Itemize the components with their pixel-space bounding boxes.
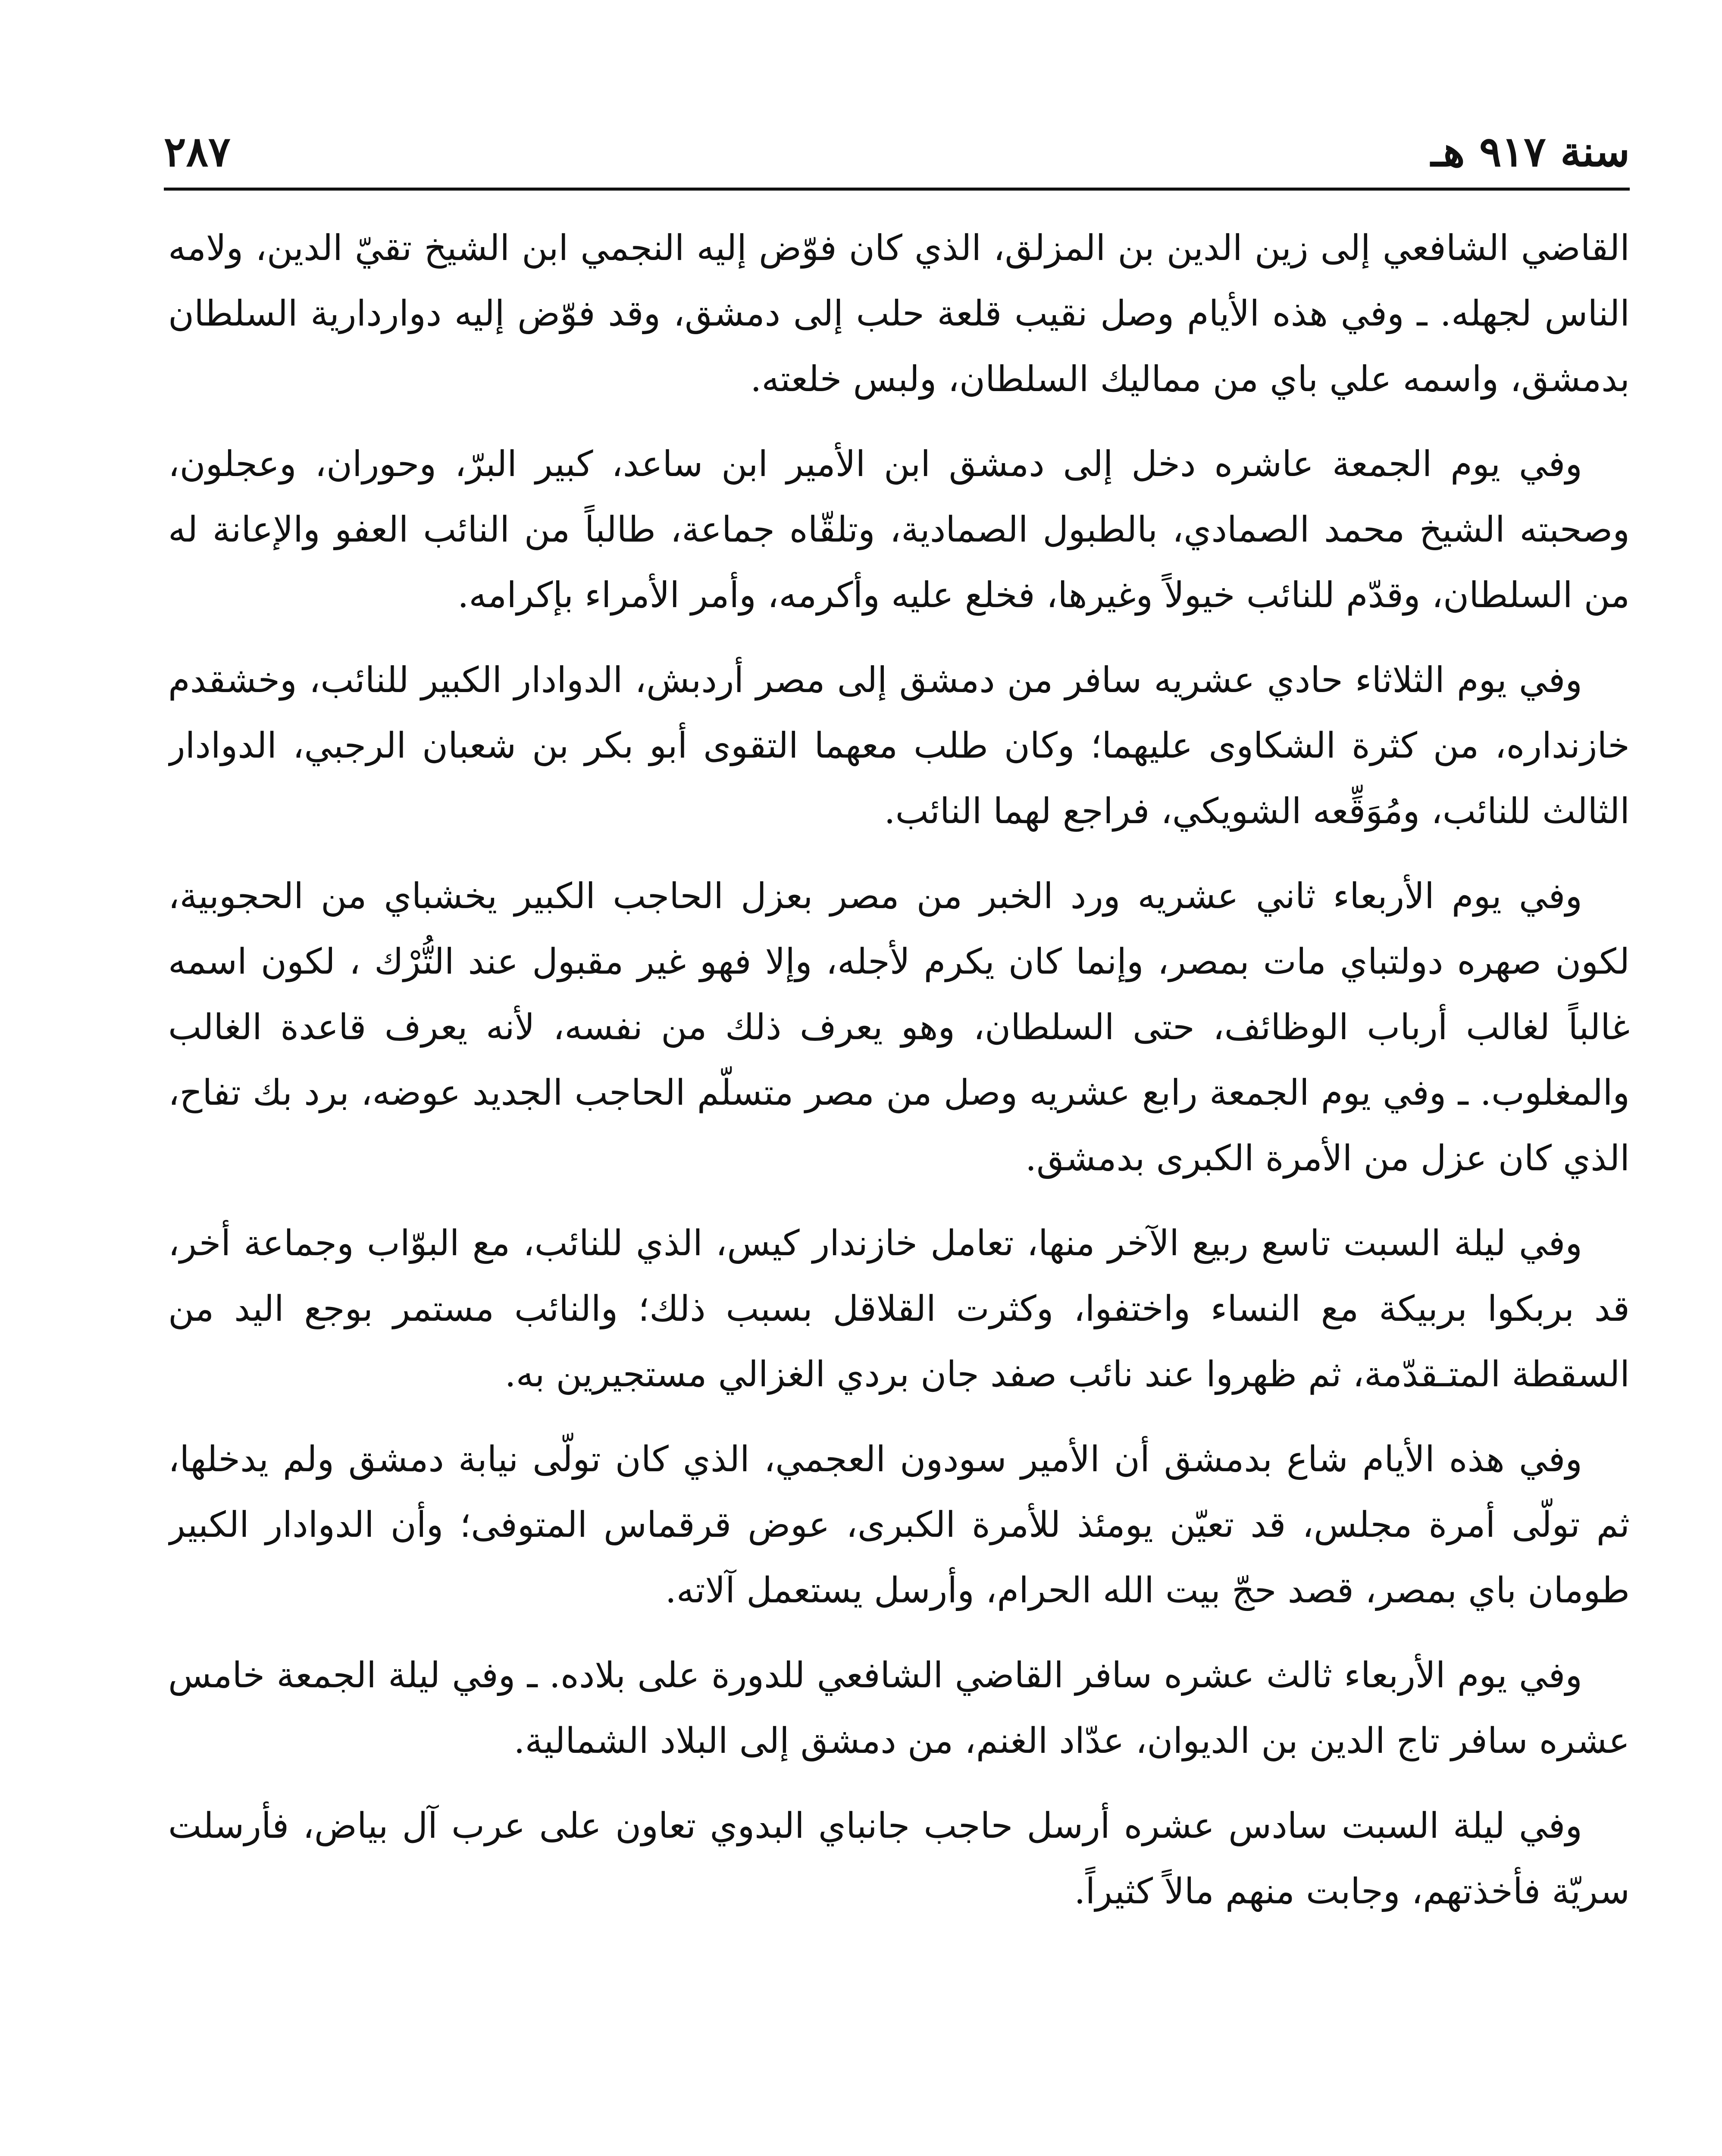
paragraph: وفي يوم الأربعاء ثالث عشره سافر القاضي الشافعي للدورة على بلاده. ـ وفي ليلة الجمعة خامس عشره سافر تاج الدين بن الديوان، عدّاد الغنم، من دمشق إلى البلاد الشمالية. <box>168 1655 1630 1761</box>
paragraph: وفي ليلة السبت تاسع ربيع الآخر منها، تعامل خازندار كيس، الذي للنائب، مع البوّاب وجماعة أخر، قد بربكوا بربيكة مع النساء واختفوا، وكثرت القلاقل بسبب ذلك؛ والنائب مستمر بوجع اليد من السقطة المتـقدّمة، ثم ظهروا عند نائب صفد جان بردي الغزالي مستجيرين به. <box>168 1223 1630 1395</box>
header-rule <box>164 188 1630 191</box>
body-text <box>168 216 1630 2156</box>
paragraph: وفي يوم الجمعة عاشره دخل إلى دمشق ابن الأمير ابن ساعد، كبير البرّ، وحوران، وعجلون، وصحبته الشيخ محمد الصمادي، بالطبول الصمادية، وتلقّاه جماعة، طالباً من النائب العفو والإعانة له من السلطان، وقدّم للنائب خيولاً وغيرها، فخلع عليه وأكرمه، وأمر الأمراء بإكرامه. <box>168 444 1630 616</box>
paragraph: وفي يوم الثلاثاء حادي عشريه سافر من دمشق إلى مصر أردبش، الدوادار الكبير للنائب، وخشقدم خازنداره، من كثرة الشكاوى عليهما؛ وكان طلب معهما التقوى أبو بكر بن شعبان الرجبي، الدوادار الثالث للنائب، ومُوَقِّعه الشويكي، فراجع لهما النائب. <box>168 660 1630 832</box>
running-head-year: سنة ٩١٧ هـ <box>1431 127 1630 176</box>
paragraph: وفي ليلة السبت سادس عشره أرسل حاجب جانباي البدوي تعاون على عرب آل بياض، فأرسلت سريّة فأخذتهم، وجابت منهم مالاً كثيراً. <box>168 1805 1630 1912</box>
page-number: ٢٨٧ <box>164 127 231 176</box>
paragraph: وفي هذه الأيام شاع بدمشق أن الأمير سودون العجمي، الذي كان تولّى نيابة دمشق ولم يدخلها، ثم تولّى أمرة مجلس، قد تعيّن يومئذ للأمرة الكبرى، عوض قرقماس المتوفى؛ وأن الدوادار الكبير طومان باي بمصر، قصد حجّ بيت الله الحرام، وأرسل يستعمل آلاته. <box>168 1439 1630 1611</box>
paragraph: القاضي الشافعي إلى زين الدين بن المزلق، الذي كان فوّض إليه النجمي ابن الشيخ تقيّ الدين، ولامه الناس لجهله. ـ وفي هذه الأيام وصل نقيب قلعة حلب إلى دمشق، وقد فوّض إليه دواردارية السلطان بدمشق، واسمه علي باي من مماليك السلطان، ولبس خلعته. <box>168 228 1630 400</box>
running-head <box>164 108 1630 176</box>
paragraph: وفي يوم الأربعاء ثاني عشريه ورد الخبر من مصر بعزل الحاجب الكبير يخشباي من الحجوبية، لكون صهره دولتباي مات بمصر، وإنما كان يكرم لأجله، وإلا فهو غير مقبول عند التُّرْك ، لكون اسمه غالباً لغالب أرباب الوظائف، حتى السلطان، وهو يعرف ذلك من نفسه، لأنه يعرف قاعدة الغالب والمغلوب. ـ وفي يوم الجمعة رابع عشريه وصل من مصر متسلّم الحاجب الجديد عوضه، برد بك تفاح، الذي كان عزل من الأمرة الكبرى بدمشق. <box>168 876 1630 1179</box>
